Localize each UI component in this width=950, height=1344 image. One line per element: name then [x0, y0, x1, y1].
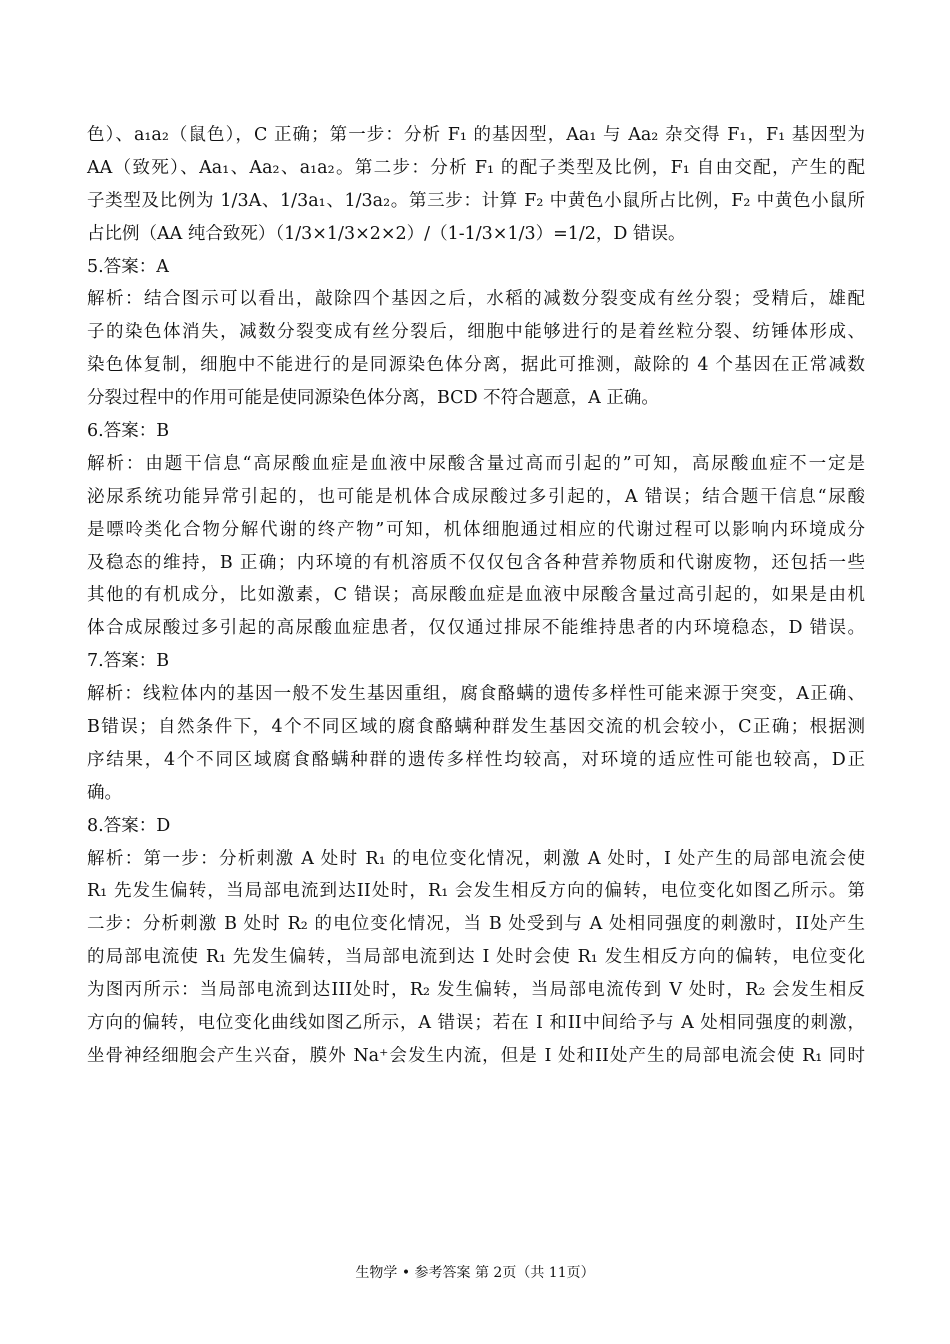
- text-line: 确。: [87, 782, 122, 803]
- text-line: 体合成尿酸过多引起的高尿酸血症患者，仅仅通过排尿不能维持患者的内环境稳态，D 错误。: [87, 618, 865, 639]
- text-line: 泌尿系统功能异常引起的，也可能是机体合成尿酸过多引起的，A 错误；结合题干信息“尿酸: [87, 486, 865, 507]
- answer-text-body: [87, 119, 865, 1073]
- text-line: 序结果，4个不同区域腐食酪螨种群的遗传多样性均较高，对环境的适应性可能也较高，D正: [87, 749, 865, 770]
- text-line: R₁ 先发生偏转，当局部电流到达II处时，R₁ 会发生相反方向的偏转，电位变化如图乙所示。第: [87, 881, 865, 902]
- text-line: 解析：线粒体内的基因一般不发生基因重组，腐食酪螨的遗传多样性可能来源于突变，A正确、: [87, 684, 865, 705]
- text-line: 子的染色体消失，减数分裂变成有丝分裂后，细胞中能够进行的是着丝粒分裂、纺锤体形成、: [87, 322, 865, 343]
- text-line: 二步：分析刺激 B 处时 R₂ 的电位变化情况，当 B 处受到与 A 处相同强度的刺激时，II处产生: [87, 914, 865, 935]
- text-line: 解析：第一步：分析刺激 A 处时 R₁ 的电位变化情况，刺激 A 处时，I 处产生的局部电流会使: [87, 848, 865, 869]
- text-line: 是嘌呤类化合物分解代谢的终产物”可知，机体细胞通过相应的代谢过程可以影响内环境成分: [87, 519, 865, 540]
- text-line: 分裂过程中的作用可能是使同源染色体分离，BCD 不符合题意，A 正确。: [87, 388, 659, 409]
- text-line: 占比例（AA 纯合致死）（1/3×1/3×2×2）/（1-1/3×1/3）=1/2，D 错误。: [87, 223, 686, 244]
- text-line: 色）、a₁a₂（鼠色），C 正确；第一步：分析 F₁ 的基因型，Aa₁ 与 Aa₂ 杂交得 F₁，F₁ 基因型为: [87, 125, 865, 145]
- text-line: 的局部电流使 R₁ 先发生偏转，当局部电流到达 I 处时会使 R₁ 发生相反方向的偏转，电位变化: [87, 947, 865, 968]
- text-line: 方向的偏转，电位变化曲线如图乙所示，A 错误；若在 I 和II中间给予与 A 处相同强度的刺激，: [87, 1013, 865, 1034]
- text-line: 为图丙所示：当局部电流到达III处时，R₂ 发生偏转，当局部电流传到 V 处时，R₂ 会发生相反: [87, 980, 865, 1001]
- text-line: 及稳态的维持，B 正确；内环境的有机溶质不仅仅包含各种营养物质和代谢废物，还包括一些: [87, 552, 865, 573]
- text-line: 其他的有机成分，比如激素，C 错误；高尿酸血症是血液中尿酸含量过高引起的，如果是由机: [87, 585, 865, 606]
- text-line: B错误；自然条件下，4个不同区域的腐食酪螨种群发生基因交流的机会较小，C正确；根据测: [87, 717, 865, 738]
- text-line: 5.答案：A: [87, 256, 169, 277]
- text-line: 8.答案：D: [87, 815, 171, 836]
- text-line: AA（致死）、Aa₁、Aa₂、a₁a₂。第二步：分析 F₁ 的配子类型及比例，F₁ 自由交配，产生的配: [87, 157, 865, 178]
- text-line: 解析：结合图示可以看出，敲除四个基因之后，水稻的减数分裂变成有丝分裂；受精后，雄配: [87, 289, 865, 310]
- text-line: 6.答案：B: [87, 421, 170, 442]
- text-line: 7.答案：B: [87, 651, 170, 672]
- text-line: 子类型及比例为 1/3A、1/3a₁、1/3a₂。第三步：计算 F₂ 中黄色小鼠所占比例，F₂ 中黄色小鼠所: [87, 190, 865, 211]
- text-line: 坐骨神经细胞会产生兴奋，膜外 Na⁺会发生内流，但是 I 处和II处产生的局部电流会使 R₁ 同时: [87, 1045, 865, 1066]
- text-line: 染色体复制，细胞中不能进行的是同源染色体分离，据此可推测，敲除的 4 个基因在正常减数: [87, 355, 865, 376]
- text-line: 解析：由题干信息“高尿酸血症是血液中尿酸含量过高而引起的”可知，高尿酸血症不一定是: [87, 453, 865, 474]
- page-footer: 生物学 • 参考答案 第 2页（共 11页）: [355, 1265, 595, 1281]
